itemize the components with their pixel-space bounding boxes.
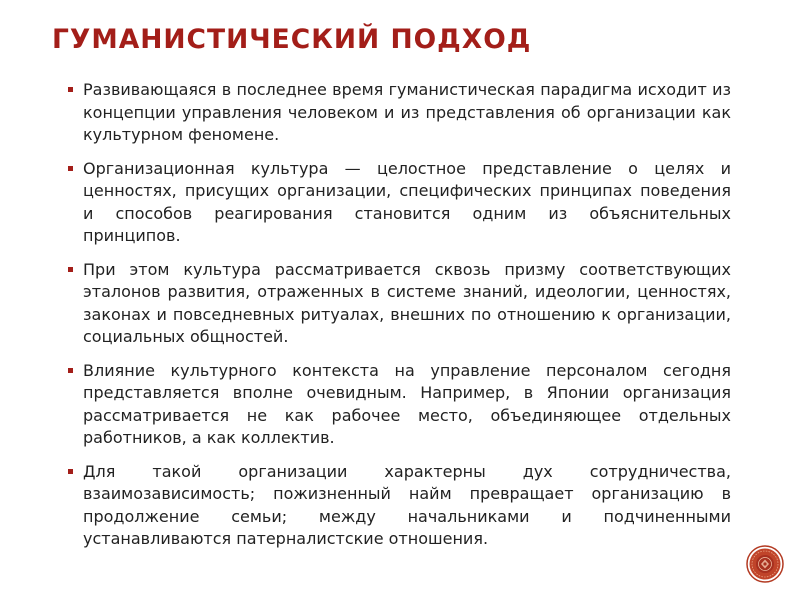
bullet-item (68, 360, 731, 450)
round-seal-emblem-icon (746, 545, 784, 583)
bullet-text: Организационная культура — целостное представление о целях и ценностях, присущих организации, специфических принципах поведения и способов реагирования становится одним из объяснительных принципов. (83, 158, 731, 245)
square-bullet-icon (68, 368, 73, 373)
square-bullet-icon (68, 87, 73, 92)
bullet-item (68, 158, 731, 248)
square-bullet-icon (68, 469, 73, 474)
bullet-list (68, 79, 731, 562)
bullet-text: Влияние культурного контекста на управление персоналом сегодня представляется вполне очевидным. Например, в Японии организация рассматривается не как рабочее место, объединяющее отдельных работников, а как коллектив. (83, 360, 731, 447)
bullet-text: При этом культура рассматривается сквозь призму соответствующих эталонов развития, отраженных в системе знаний, идеологии, ценностях, законах и повседневных ритуалах, внешних по отношению к организации, социальных общностей. (83, 259, 731, 346)
bullet-item (68, 461, 731, 551)
square-bullet-icon (68, 166, 73, 171)
square-bullet-icon (68, 267, 73, 272)
slide-title: ГУМАНИСТИЧЕСКИЙ ПОДХОД (52, 24, 532, 55)
bullet-item (68, 259, 731, 349)
bullet-text: Развивающаяся в последнее время гуманистическая парадигма исходит из концепции управления человеком и из представления об организации как культурном феномене. (83, 80, 731, 144)
bullet-text: Для такой организации характерны дух сотрудничества, взаимозависимость; пожизненный найм превращает организацию в продолжение семьи; между начальниками и подчиненными устанавливаются патерналистские отношения. (83, 461, 731, 548)
bullet-item (68, 79, 731, 147)
